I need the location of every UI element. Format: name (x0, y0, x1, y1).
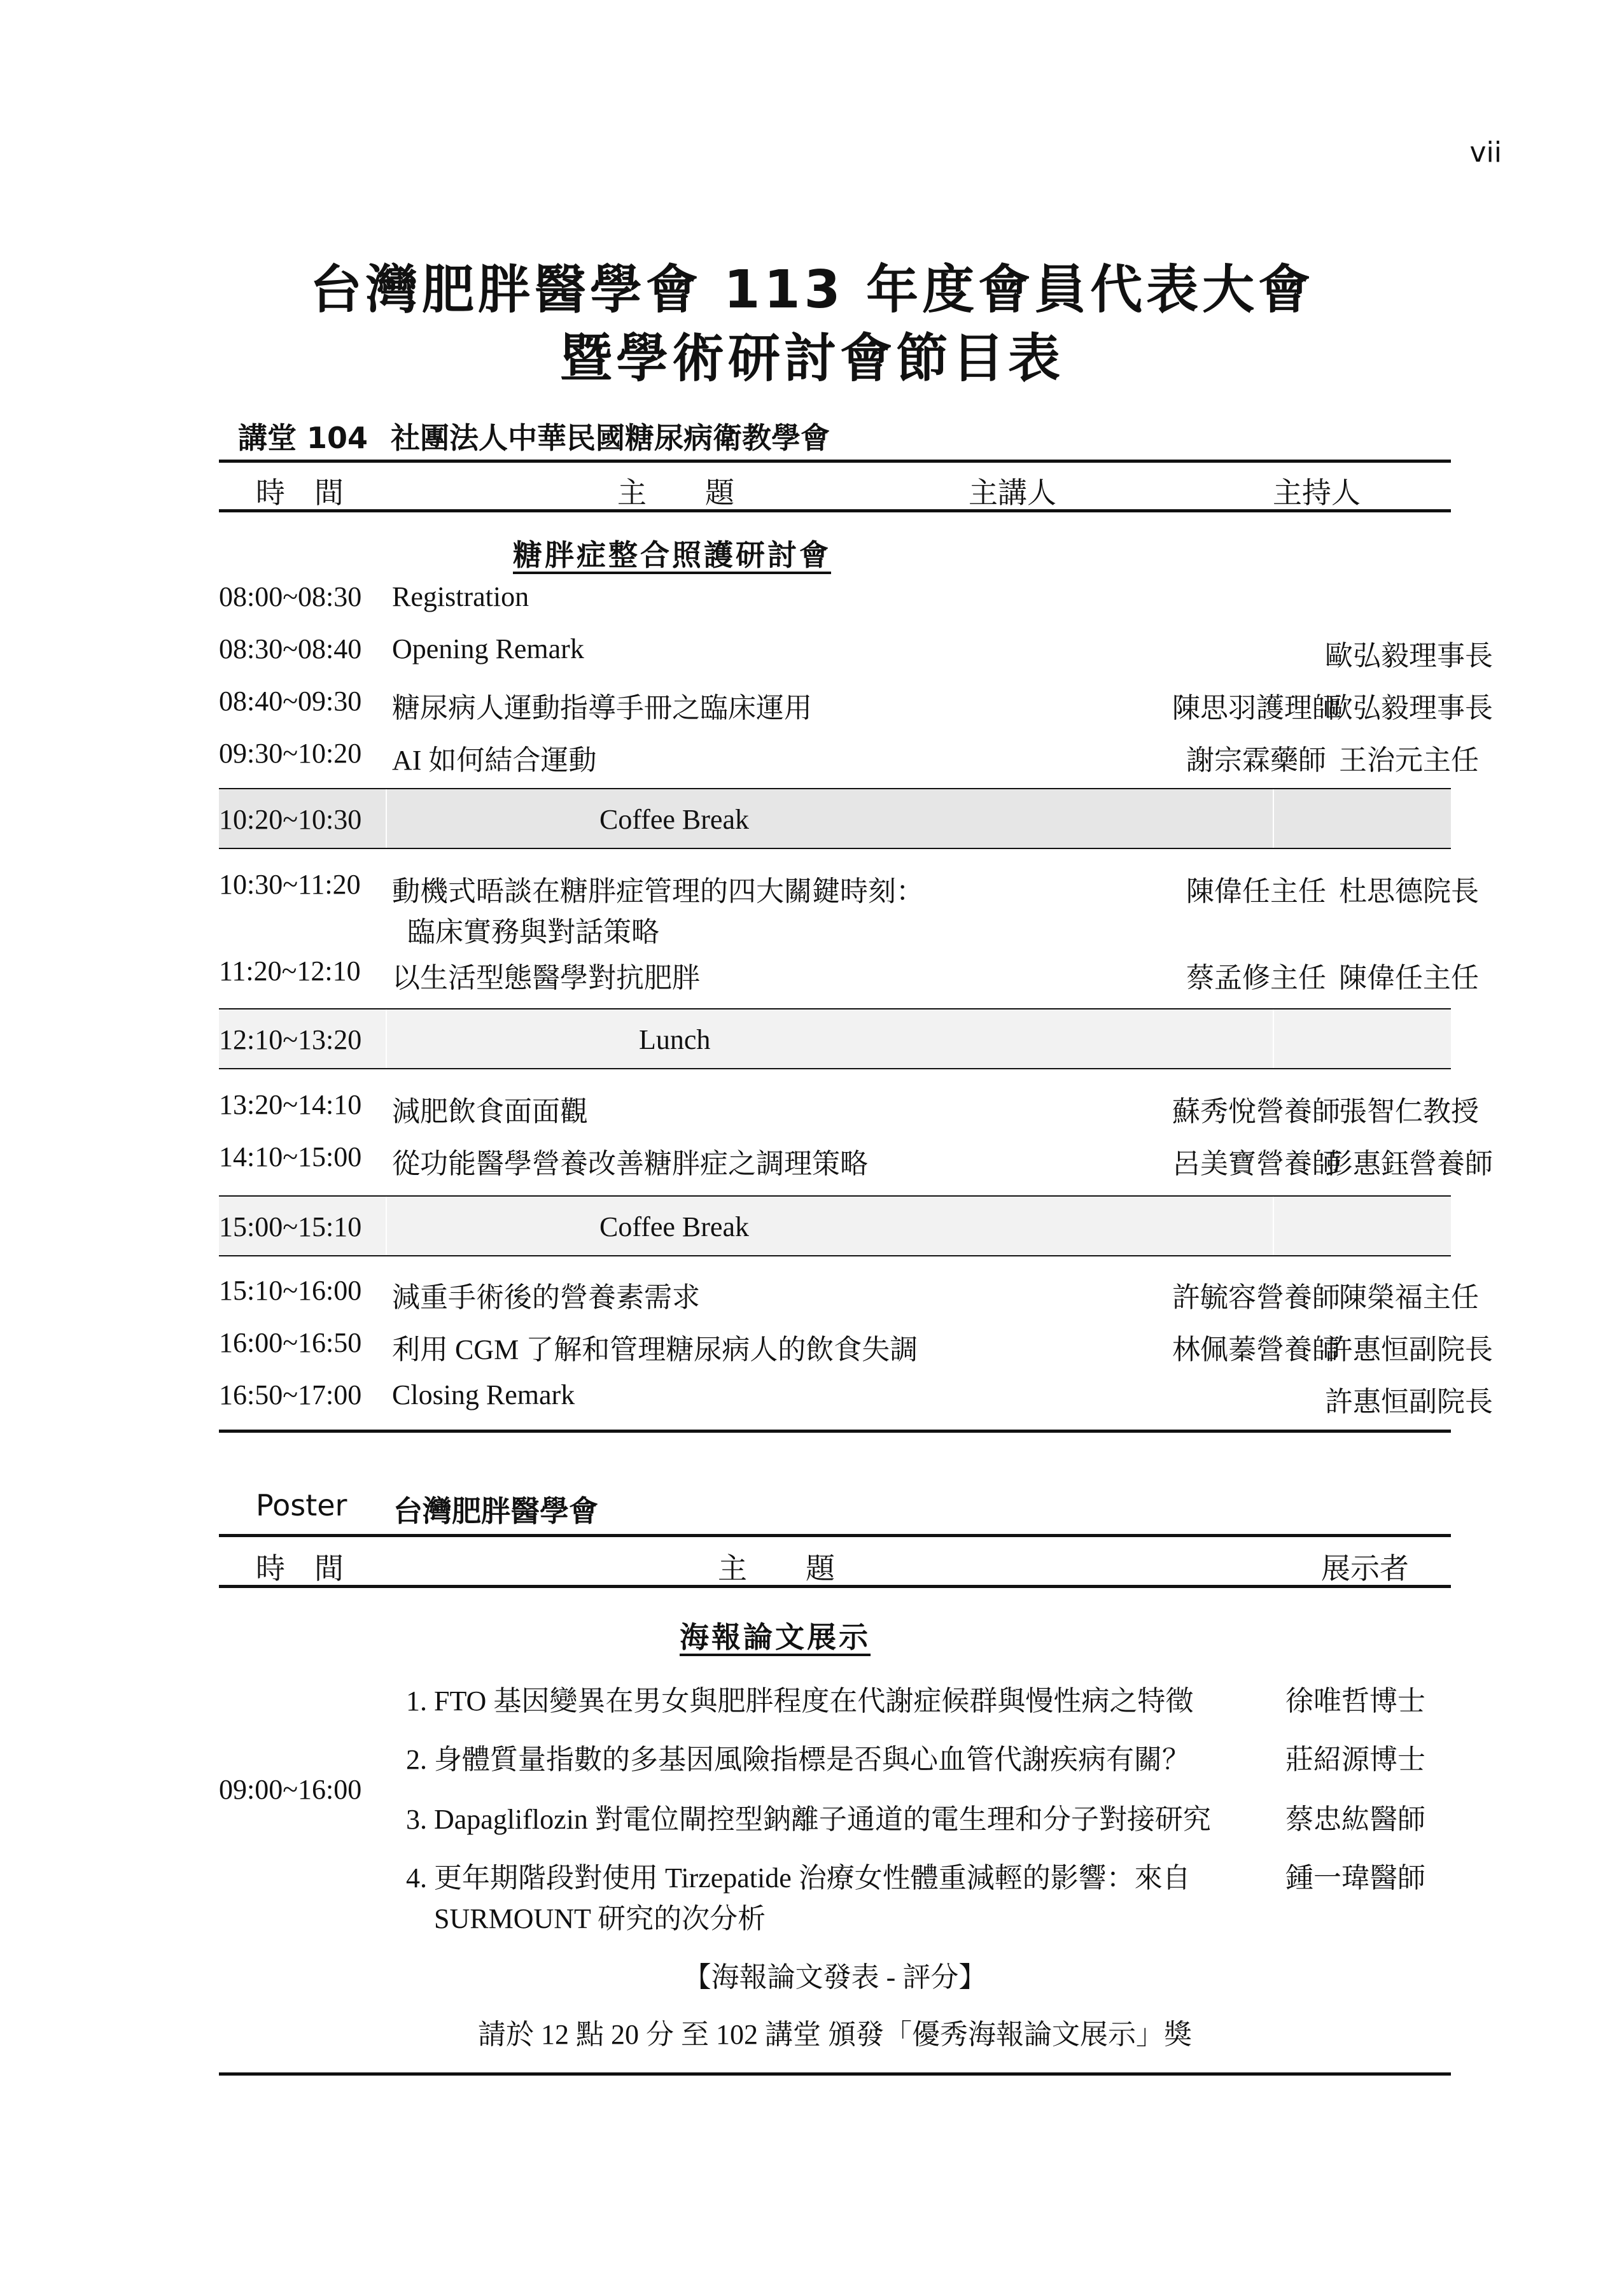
row-time: 11:20~12:10 (219, 955, 361, 987)
break-row (219, 1008, 1451, 1069)
poster-presenter: 蔡忠紘醫師 (1285, 1804, 1425, 1835)
break-label: Coffee Break (599, 1211, 749, 1242)
row-topic (392, 868, 1124, 950)
session2-header-time: 時 間 (256, 1552, 344, 1585)
column-divider (386, 1197, 387, 1255)
row-speaker: 許惠恒副院長 (1325, 1386, 1493, 1417)
poster-item: 1. FTO 基因變異在男女與肥胖程度在代謝症候群與慢性病之特徵 (406, 1685, 1194, 1717)
row-moderator: 杜思德院長 (1339, 876, 1479, 907)
column-divider (1273, 1009, 1274, 1068)
break-time: 15:00~15:10 (219, 1211, 362, 1242)
session1-header-topic: 主 題 (617, 477, 734, 509)
row-moderator: 陳偉任主任 (1339, 962, 1479, 994)
row-topic: 減肥飲食面面觀 (392, 1096, 588, 1127)
session2-room: Poster (256, 1488, 347, 1522)
row-moderator: 歐弘毅理事長 (1325, 693, 1493, 724)
session2-header-topic: 主 題 (718, 1552, 835, 1585)
page-title-line1: 台灣肥胖醫學會 113 年度會員代表大會 (309, 260, 1315, 320)
row-moderator: 張智仁教授 (1339, 1096, 1479, 1127)
row-time: 08:00~08:30 (219, 581, 362, 612)
session1-bottom-rule (219, 1430, 1451, 1433)
poster-item-line1: 4. 更年期階段對使用 Tirzepatide 治療女性體重減輕的影響：來自 (406, 1862, 1191, 1894)
break-label: Coffee Break (599, 804, 749, 835)
row-topic: AI 如何結合運動 (392, 745, 597, 776)
break-time: 10:20~10:30 (219, 804, 362, 835)
row-time: 13:20~14:10 (219, 1089, 362, 1120)
poster-presenter: 莊紹源博士 (1285, 1744, 1425, 1775)
row-topic: 從功能醫學營養改善糖胖症之調理策略 (392, 1148, 868, 1179)
row-time: 10:30~11:20 (219, 869, 361, 900)
session1-header-time: 時 間 (256, 477, 344, 509)
row-topic: 減重手術後的營養素需求 (392, 1282, 700, 1313)
row-time: 16:50~17:00 (219, 1379, 362, 1410)
row-moderator: 許惠恒副院長 (1325, 1334, 1493, 1365)
row-topic: Opening Remark (392, 633, 584, 664)
row-speaker: 蔡孟修主任 (1186, 962, 1326, 994)
session1-header-moderator: 主持人 (1273, 477, 1361, 509)
row-topic-line2: 臨床實務與對話策略 (407, 917, 659, 948)
row-speaker: 許毓容營養師 (1172, 1282, 1340, 1313)
row-speaker: 林佩蓁營養師 (1172, 1334, 1340, 1365)
row-speaker: 謝宗霖藥師 (1186, 745, 1326, 776)
column-divider (386, 1009, 387, 1068)
poster-presenter: 鍾一瑋醫師 (1285, 1862, 1425, 1894)
break-row (219, 788, 1451, 849)
column-divider (1273, 1197, 1274, 1255)
break-time: 12:10~13:20 (219, 1024, 362, 1055)
poster-item (406, 1855, 1259, 1936)
row-topic: Closing Remark (392, 1379, 575, 1410)
poster-item: 3. Dapagliflozin 對電位閘控型鈉離子通道的電生理和分子對接研究 (406, 1804, 1211, 1835)
row-speaker: 呂美寶營養師 (1172, 1148, 1340, 1179)
session1-header-speaker: 主講人 (969, 477, 1056, 509)
row-time: 08:40~09:30 (219, 686, 362, 717)
session2-header-top-rule (219, 1534, 1451, 1537)
row-time: 14:10~15:00 (219, 1141, 362, 1172)
row-topic: 糖尿病人運動指導手冊之臨床運用 (392, 693, 812, 724)
poster-note-title: 【海報論文發表 - 評分】 (683, 1962, 987, 1993)
row-speaker: 陳思羽護理師 (1172, 693, 1340, 724)
poster-time-value: 09:00~16:00 (219, 1774, 362, 1805)
row-moderator: 彭惠鈺營養師 (1325, 1148, 1493, 1179)
break-row (219, 1195, 1451, 1256)
session2-header-bottom-rule (219, 1585, 1451, 1588)
session2-header-presenter: 展示者 (1321, 1552, 1409, 1585)
row-topic: 以生活型態醫學對抗肥胖 (392, 962, 700, 994)
page-title-line2: 暨學術研討會節目表 (559, 328, 1064, 389)
row-time: 09:30~10:20 (219, 738, 362, 769)
session1-header-top-rule (219, 460, 1451, 463)
row-topic: Registration (392, 581, 529, 612)
session2-organizer: 台灣肥胖醫學會 (393, 1494, 598, 1528)
poster-item: 2. 身體質量指數的多基因風險指標是否與心血管代謝疾病有關？ (406, 1744, 1190, 1775)
session2-bottom-rule (219, 2072, 1451, 2076)
row-topic-line1: 動機式晤談在糖胖症管理的四大關鍵時刻： (392, 876, 924, 907)
row-moderator: 陳榮福主任 (1339, 1282, 1479, 1313)
row-time: 08:30~08:40 (219, 633, 362, 664)
column-divider (1273, 789, 1274, 848)
row-speaker: 蘇秀悅營養師 (1172, 1096, 1340, 1127)
row-speaker: 陳偉任主任 (1186, 876, 1326, 907)
row-time: 16:00~16:50 (219, 1327, 362, 1358)
poster-item-line2: SURMOUNT 研究的次分析 (434, 1903, 766, 1934)
poster-note-text: 請於 12 點 20 分 至 102 講堂 頒發「優秀海報論文展示」獎 (478, 2019, 1192, 2050)
poster-presenter: 徐唯哲博士 (1285, 1685, 1425, 1717)
session1-room: 講堂 104 (238, 421, 368, 455)
session1-organizer: 社團法人中華民國糖尿病衛教學會 (391, 421, 830, 455)
row-speaker: 歐弘毅理事長 (1325, 640, 1493, 671)
session2-subtitle: 海報論文展示 (680, 1621, 871, 1654)
row-topic: 利用 CGM 了解和管理糖尿病人的飲食失調 (392, 1334, 918, 1365)
row-moderator: 王治元主任 (1339, 745, 1479, 776)
page-number: vii (1469, 136, 1502, 169)
session1-subtitle: 糖胖症整合照護研討會 (513, 539, 831, 572)
column-divider (386, 789, 387, 848)
row-time: 15:10~16:00 (219, 1275, 362, 1306)
session1-header-bottom-rule (219, 509, 1451, 512)
break-label: Lunch (639, 1024, 711, 1055)
